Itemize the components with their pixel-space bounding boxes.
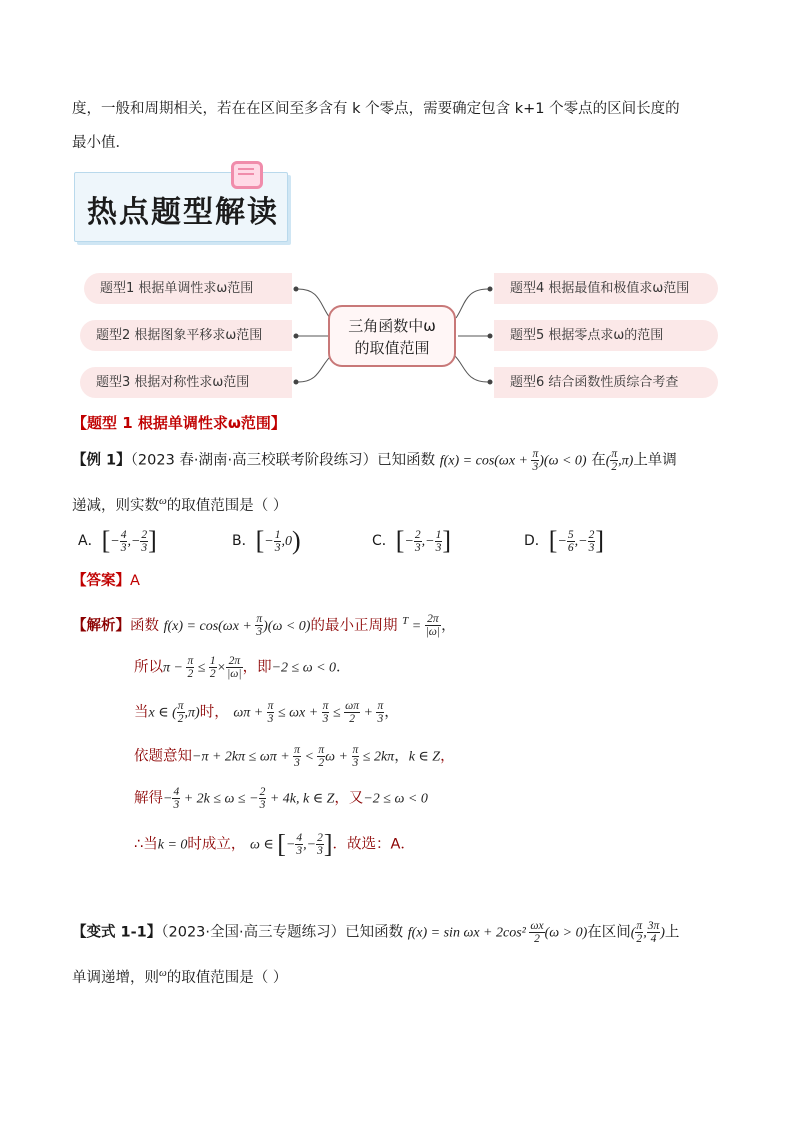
variant-label: 【变式 1-1】 — [72, 924, 162, 941]
mindmap-node-type6: 题型6 结合函数性质综合考查 — [494, 367, 718, 398]
example-label: 【例 1】 — [72, 452, 131, 469]
variant-line1: 【变式 1-1】（2023·全国·高三专题练习）已知函数 f(x) = sin ωx + 2cos² $\frac{\omega x}{2}$ (ω > 0)在区间( $\frac{\pi}{2}$ , $\frac{3\pi}{4}$ )上 — [72, 920, 680, 945]
intro-line-2: 最小值． — [72, 135, 130, 151]
mindmap-node-type1: 题型1 根据单调性求ω范围 — [84, 273, 292, 304]
solution-line4: 依题意知−π + 2kπ ≤ ωπ + $\frac{\pi}{3}$ < $\frac{\pi}{2}$ ω + $\frac{\pi}{3}$ ≤ 2kπ，k ∈ Z， — [134, 744, 455, 769]
banner-title: 热点题型解读 — [87, 195, 279, 230]
option-d[interactable]: D．[− $\frac{5}{6}$ ,− $\frac{2}{3}$ ] — [524, 526, 605, 555]
fraction: $\frac{\pi}{3}$ — [532, 448, 539, 473]
variant-source: （2023·全国·高三专题练习）已知函数 — [161, 924, 404, 941]
example1-line2: 递减，则实数$^\omega$的取值范围是（ ） — [72, 495, 288, 514]
mindmap-center — [328, 305, 456, 367]
solution-line3: 当x ∈ ( $\frac{\pi}{2}$ ,π)时， ωπ + $\frac{\pi}{3}$ ≤ ωx + $\frac{\pi}{3}$ ≤ $\frac{\omega\pi}{2}$ + $\frac{\pi}{3}$ ， — [134, 700, 399, 725]
example-interval-tail: 上单调 — [633, 452, 677, 469]
option-a[interactable]: A．[− $\frac{4}{3}$ ,− $\frac{2}{3}$ ] — [78, 526, 157, 555]
example1-line1: 【例 1】（2023 春·湖南·高三校联考阶段练习）已知函数 f(x) = cos(ωx + $\frac{\pi}{3}$ )(ω < 0) 在( $\frac{\pi}{2}$ ,π)上单调 — [72, 448, 677, 473]
answer-line — [72, 570, 140, 592]
example-line2-a: 递减，则实数 — [72, 497, 159, 514]
example-source: （2023 春·湖南·高三校联考阶段练习）已知函数 — [130, 452, 436, 469]
mindmap-node-type5: 题型5 根据零点求ω的范围 — [494, 320, 718, 351]
variant-line2: 单调递增，则$^\omega$的取值范围是（ ） — [72, 967, 288, 986]
solution-label: 【解析】 — [72, 617, 130, 634]
example-cond-tail: 在 — [591, 452, 606, 469]
example-function: f(x) = cos(ωx + — [439, 453, 532, 469]
solution-line6: ∴当k = 0时成立， ω ∈ [− $\frac{4}{3}$ ,− $\frac{2}{3}$ ]．故选：A． — [134, 829, 415, 859]
section-heading-type1: 【题型 1 根据单调性求ω范围】 — [72, 414, 286, 432]
option-c[interactable]: C．[− $\frac{2}{3}$ ,− $\frac{1}{3}$ ] — [372, 526, 452, 555]
option-b[interactable]: B．[− $\frac{1}{3}$ ,0) — [232, 526, 301, 555]
mindmap-node-type4: 题型4 根据最值和极值求ω范围 — [494, 273, 718, 304]
mindmap-center-line1: 三角函数中ω — [348, 317, 436, 335]
solution-line2: 所以π − $\frac{\pi}{2}$ ≤ $\frac{1}{2}$ × $\frac{2\pi}{|\omega|}$ ，即−2 ≤ ω < 0． — [134, 655, 351, 680]
mindmap-center-line2: 的取值范围 — [354, 339, 430, 357]
mindmap-node-type3: 题型3 根据对称性求ω范围 — [80, 367, 292, 398]
example-line2-b: 的取值范围是（ ） — [166, 497, 288, 514]
answer-value: A — [130, 573, 140, 589]
intro-line-1: 度，一般和周期相关，若在在区间至多含有 k 个零点，需要确定包含 k+1 个零点的区间长度的 — [72, 101, 680, 117]
answer-label: 【答案】 — [72, 573, 130, 589]
solution-line5: 解得− $\frac{4}{3}$ + 2k ≤ ω ≤ − $\frac{2}{3}$ + 4k, k ∈ Z，又−2 ≤ ω < 0 — [134, 786, 428, 811]
solution-line1: 【解析】函数 f(x) = cos(ωx + $\frac{\pi}{3}$ )(ω < 0)的最小正周期 $^T$ = $\frac{2\pi}{|\omega|}$ ， — [72, 613, 456, 639]
mindmap-node-type2: 题型2 根据图象平移求ω范围 — [80, 320, 292, 351]
